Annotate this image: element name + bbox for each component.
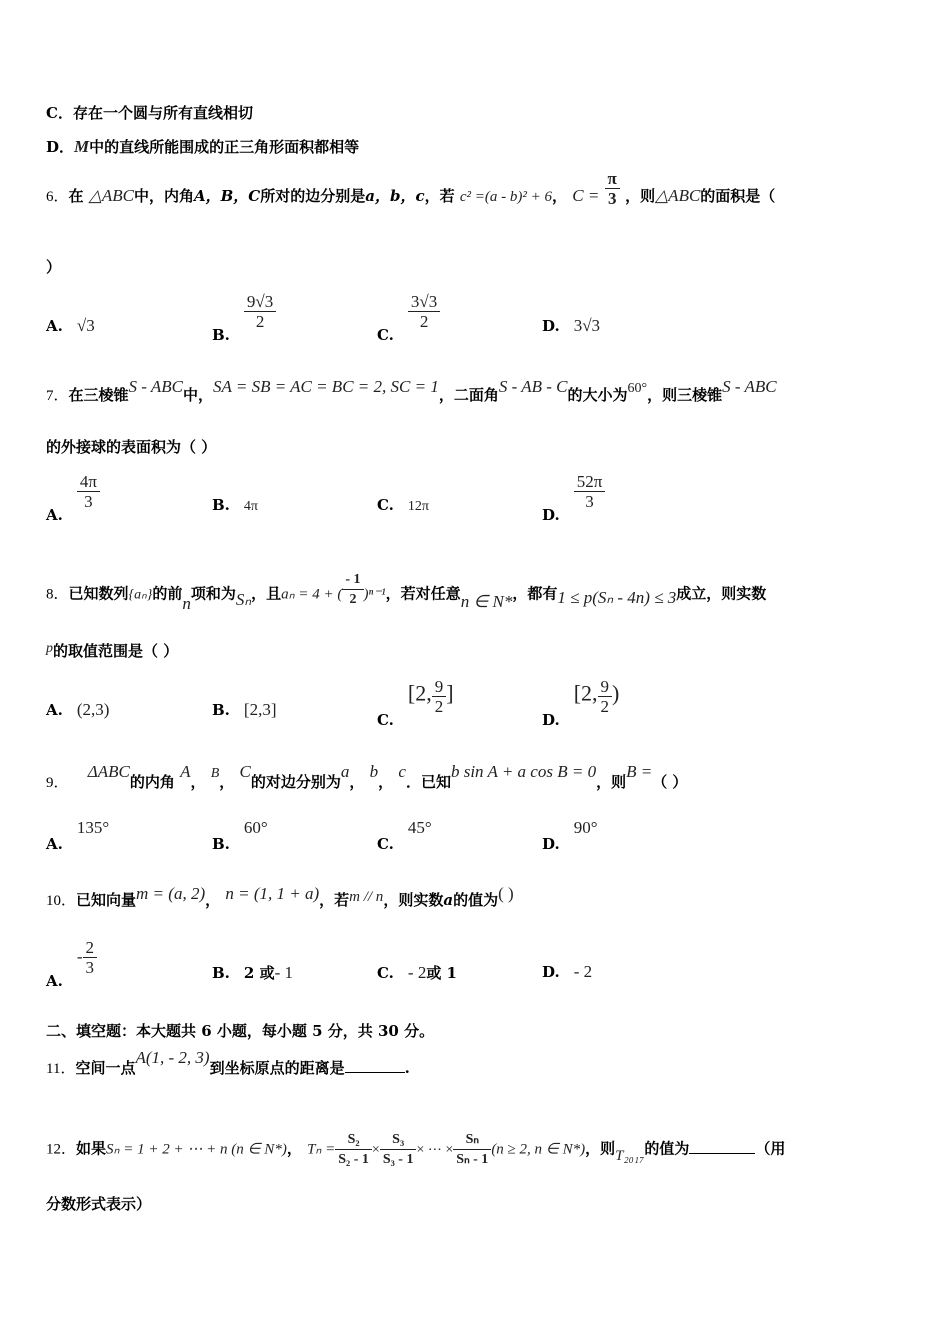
q9-option-c-value: 45°: [407, 818, 432, 837]
q7-option-d[interactable]: [542, 472, 605, 524]
q12-question-end: 分数形式表示）: [46, 1195, 152, 1213]
q9-triangle: ΔABC: [87, 762, 130, 781]
q8-d-post: ): [612, 680, 620, 706]
q8-text: 项和为: [190, 584, 236, 603]
q6-pi-over-3: [605, 169, 620, 208]
q6-continuation: [46, 257, 61, 277]
q8-p: p: [46, 641, 53, 656]
q7-text: 的大小为: [567, 386, 628, 404]
q9-side-a: a: [340, 762, 350, 781]
q8-number: 8．: [46, 586, 69, 603]
q7-option-b-value: 4π: [243, 499, 258, 514]
q10-option-d-label: D.: [542, 963, 560, 981]
q10-option-b-value: 2 或: [243, 964, 275, 982]
q9-number: 9．: [46, 775, 69, 791]
q8-option-c-value: [432, 677, 447, 716]
q9-text: ，: [219, 773, 235, 791]
q6-option-b-value: [244, 292, 276, 331]
q8-n: n: [182, 593, 191, 613]
q9-option-d-label: D.: [542, 835, 560, 853]
section-2-heading: [46, 1021, 434, 1041]
q8-text: 的前: [152, 584, 183, 603]
q8-option-a-label: A.: [46, 701, 63, 719]
q6-c-den: 2: [419, 312, 429, 331]
option-c-line: [46, 103, 253, 123]
q6-frac-den: 3: [607, 188, 617, 208]
q7-a-den: 3: [84, 492, 93, 511]
q10-option-c-value: - 2: [407, 963, 427, 982]
q10-option-c-label: C.: [377, 964, 394, 982]
q10-a-num: 2: [83, 938, 98, 958]
q8-option-c[interactable]: [377, 677, 454, 729]
q8-d-pre: [2,: [573, 680, 598, 706]
q9-option-a[interactable]: [46, 818, 110, 853]
q8-option-a[interactable]: [46, 700, 109, 720]
q9-option-b[interactable]: [212, 818, 268, 853]
q6-triangle: △ABC: [655, 186, 701, 205]
q8-domain: n ∈ N*: [460, 591, 513, 611]
q9-question-end: （ ）: [652, 773, 688, 791]
q6-sides: a，b，c: [365, 187, 425, 205]
q8-option-b-label: B.: [212, 701, 230, 719]
q8-formula-frac: [342, 570, 363, 609]
q12-f3-num: Sₙ: [453, 1130, 491, 1150]
q9-equation: b sin A + a cos B = 0: [450, 762, 597, 781]
q6-text: ，若: [424, 187, 455, 205]
option-d-text: 中的直线所能围成的正三角形面积都相等: [89, 138, 360, 156]
q10-a-sign: -: [76, 946, 83, 966]
q10-text: ，若: [319, 891, 350, 909]
q12-t2017: T₂₀₁₇: [615, 1147, 645, 1164]
option-d-label: D．: [46, 138, 75, 156]
q6-option-b-label: B.: [212, 325, 230, 344]
q7-question-end: 的外接球的表面积为（ ）: [46, 438, 217, 456]
q6-frac-num: π: [605, 169, 620, 189]
q12-condition: (n ≥ 2, n ∈ N*): [491, 1141, 586, 1158]
q6-triangle: △ABC: [88, 186, 134, 205]
q8-option-b-value: [2,3]: [243, 700, 277, 719]
q12-text: ，: [286, 1139, 302, 1158]
q11-number: 11．: [46, 1061, 76, 1077]
q7-dihedral: S - AB - C: [498, 377, 568, 396]
q12-text: ，则: [585, 1139, 616, 1158]
q8-text: 已知数列: [68, 584, 129, 603]
q10-a-den: 3: [85, 958, 95, 977]
q10-paren: ( ): [498, 884, 514, 903]
q8-option-d-value: [598, 677, 613, 716]
q7-option-b[interactable]: [212, 496, 258, 515]
q6-option-c-label: C.: [377, 325, 394, 344]
q12-continuation: [46, 1194, 151, 1214]
q12-sn-def: Sₙ = 1 + 2 + ⋯ + n (n ∈ N*): [106, 1141, 287, 1158]
question-6: [46, 168, 776, 208]
q9-option-a-value: 135°: [76, 818, 110, 837]
q6-text: ，则: [625, 187, 656, 205]
q7-a-num: 4π: [77, 472, 100, 492]
q9-text: ，: [378, 773, 394, 791]
q10-parallel: m // n: [349, 889, 384, 905]
q6-angles: A，B，C: [193, 187, 261, 205]
q6-text: 中，内角: [133, 187, 194, 205]
q12-number: 12．: [46, 1141, 77, 1158]
q7-option-d-label: D.: [542, 505, 560, 524]
q9-text: ，: [190, 773, 206, 791]
q10-option-c-value-2: 或 1: [426, 964, 457, 982]
section-2-text: 二、填空题：本大题共 6 小题，每小题 5 分，共 30 分。: [46, 1022, 435, 1040]
option-c-text: C．存在一个圆与所有直线相切: [46, 104, 253, 122]
question-8: [46, 572, 767, 613]
q10-option-b[interactable]: [212, 962, 293, 983]
q6-text: ，: [551, 187, 567, 205]
q12-text: （用: [755, 1139, 786, 1158]
q7-option-a[interactable]: [46, 472, 100, 524]
q7-lengths: SA = SB = AC = BC = 2, SC = 1: [213, 377, 439, 396]
q11-answer-blank[interactable]: [345, 1058, 405, 1073]
q12-frac-1: [335, 1130, 372, 1169]
q6-option-d-label: D.: [542, 317, 560, 335]
q8-option-b[interactable]: [212, 700, 276, 720]
q8-continuation: [46, 641, 178, 663]
q7-option-c-value: 12π: [407, 499, 429, 514]
q7-option-d-value: [574, 472, 606, 511]
q9-b-equals: B =: [626, 762, 653, 781]
question-9: [46, 762, 688, 794]
q9-text: 的内角: [129, 773, 175, 791]
q7-pyramid: S - ABC: [128, 377, 183, 396]
q8-c-num: 9: [432, 677, 447, 697]
q6-b-num: 9√3: [244, 292, 276, 312]
q6-c-num: 3√3: [408, 292, 440, 312]
option-d-line: [46, 137, 359, 157]
q9-text: ，: [349, 773, 365, 791]
q8-c-den: 2: [434, 697, 444, 716]
q7-d-num: 52π: [574, 472, 606, 492]
q12-tn: Tₙ =: [307, 1141, 336, 1158]
q10-text: ，: [205, 891, 221, 909]
q8-c-pre: [2,: [407, 680, 432, 706]
q8-formula-a: aₙ = 4 + (: [281, 586, 343, 603]
q9-option-b-label: B.: [212, 835, 230, 853]
q6-text: 的面积是（: [700, 187, 776, 205]
q8-option-c-label: C.: [377, 710, 394, 729]
q8-option-d-label: D.: [542, 710, 560, 729]
q12-frac-3: [453, 1130, 491, 1169]
q9-side-c: c: [398, 762, 406, 781]
q6-option-d[interactable]: [542, 316, 600, 336]
q10-text: 已知向量: [76, 891, 137, 909]
question-7: [46, 377, 777, 407]
q8-frac-num: - 1: [342, 570, 363, 590]
q8-sequence: {aₙ}: [128, 587, 153, 603]
q10-option-a[interactable]: [46, 938, 97, 990]
q6-option-c-value: [408, 292, 440, 331]
q7-continuation: [46, 437, 216, 457]
q12-answer-blank[interactable]: [689, 1139, 755, 1154]
q6-condition-1: c² =(a - b)² + 6: [459, 189, 552, 205]
q7-option-b-label: B.: [212, 496, 230, 514]
q8-question-end: 的取值范围是（ ）: [53, 642, 179, 660]
q7-angle: 60°: [627, 381, 648, 396]
q8-frac-den: 2: [349, 592, 357, 607]
q10-option-d[interactable]: [542, 962, 592, 982]
q10-option-b-value-2: - 1: [274, 963, 293, 982]
q6-text: 所对的边分别是: [260, 187, 366, 205]
q12-text: 如果: [76, 1139, 107, 1158]
q12-frac-2: [380, 1130, 417, 1169]
q7-number: 7．: [46, 388, 69, 404]
q12-f2-num: S₃: [380, 1130, 417, 1150]
q12-f1-den: S₂ - 1: [338, 1152, 369, 1167]
q9-angle-a: A: [180, 762, 191, 781]
q8-text: ，且: [251, 584, 282, 603]
q9-option-b-value: 60°: [243, 818, 268, 837]
q10-text: 的值为: [453, 891, 499, 909]
q10-option-a-label: A.: [46, 971, 63, 990]
q6-option-a-value: √3: [76, 316, 95, 335]
q8-inequality: 1 ≤ p(Sₙ - 4n) ≤ 3: [557, 587, 677, 607]
q10-vector-m: m = (a, 2): [136, 884, 206, 903]
q8-text: ，若对任意: [385, 584, 461, 603]
q6-number: 6．: [46, 189, 69, 205]
q8-formula-b: )ⁿ⁻¹: [363, 586, 386, 603]
q9-angle-c: C: [239, 762, 251, 781]
q6-option-b[interactable]: [212, 292, 276, 344]
q9-option-a-label: A.: [46, 835, 63, 853]
q7-option-c-label: C.: [377, 496, 394, 514]
q10-option-d-value: - 2: [573, 962, 593, 981]
q11-point: A(1, - 2, 3): [135, 1048, 210, 1067]
q7-option-a-value: [77, 472, 100, 511]
q11-period: .: [404, 1059, 410, 1077]
q12-text: 的值为: [644, 1139, 690, 1158]
q8-c-post: ]: [446, 680, 454, 706]
question-11: [46, 1048, 410, 1079]
q11-text: 空间一点: [75, 1059, 136, 1077]
q6-text: 在: [68, 187, 84, 205]
q9-option-d[interactable]: [542, 818, 598, 853]
q9-angle-b: B: [210, 766, 220, 781]
q12-f2-den: S₃ - 1: [382, 1152, 414, 1167]
q7-d-den: 3: [585, 492, 594, 511]
q10-option-a-value: [83, 938, 98, 977]
q7-option-c[interactable]: [377, 496, 429, 515]
q6-option-a[interactable]: [46, 316, 95, 336]
q8-d-den: 2: [600, 697, 610, 716]
q9-option-c-label: C.: [377, 835, 394, 853]
q9-text: 的对边分别为: [250, 773, 341, 791]
q7-option-a-label: A.: [46, 505, 63, 524]
q8-d-num: 9: [598, 677, 613, 697]
q7-text: ，二面角: [438, 386, 499, 404]
q10-vector-n: n = (1, 1 + a): [225, 884, 320, 903]
q6-option-c[interactable]: [377, 292, 440, 344]
q12-f1-num: S₂: [335, 1130, 372, 1150]
q12-dots: × ⋯ ×: [416, 1142, 454, 1158]
q9-option-d-value: 90°: [573, 818, 598, 837]
q6-b-den: 2: [255, 312, 265, 331]
q6-option-a-label: A.: [46, 317, 63, 335]
q12-f3-den: Sₙ - 1: [456, 1152, 489, 1167]
q7-text: ，则三棱锥: [647, 386, 723, 404]
q10-number: 10．: [46, 893, 77, 909]
q9-text: ，则: [596, 773, 627, 791]
q9-option-c[interactable]: [377, 818, 432, 853]
q7-pyramid-2: S - ABC: [722, 377, 777, 396]
q10-option-c[interactable]: [377, 962, 457, 983]
q6-condition-2: C =: [572, 186, 600, 205]
question-12: 12．如果Sₙ = 1 + 2 + ⋯ + n (n ∈ N*)， Tₙ = $\frac{\text{S₂}}{\text{S₂ - 1}}$ × $\frac{\text{S₃}}{\text{S₃ - 1}}$ × ⋯ × $\frac{\text{Sₙ}}{\text{Sₙ - 1}}$ (n ≥ 2, n ∈ N*)，则T₂₀₁₇的值为 （用: [46, 1132, 786, 1167]
q8-sn: Sₙ: [235, 589, 252, 609]
q7-text: 中，: [183, 386, 214, 404]
q10-a: a: [443, 891, 454, 909]
q11-text: 到坐标原点的距离是: [209, 1059, 345, 1077]
q10-option-b-label: B.: [212, 964, 230, 982]
q6-close-paren: ）: [46, 258, 62, 276]
q10-text: ，则实数: [383, 891, 444, 909]
q9-text: ．已知: [405, 773, 451, 791]
set-m: M: [74, 137, 90, 156]
q8-text: ，都有: [512, 584, 558, 603]
q6-option-d-value: 3√3: [573, 316, 601, 335]
q8-option-d[interactable]: [542, 677, 620, 729]
question-10: [46, 884, 514, 911]
q8-text: 成立，则实数: [676, 584, 767, 603]
q7-text: 在三棱锥: [68, 386, 129, 404]
q9-side-b: b: [369, 762, 379, 781]
q8-option-a-value: (2,3): [76, 700, 110, 719]
